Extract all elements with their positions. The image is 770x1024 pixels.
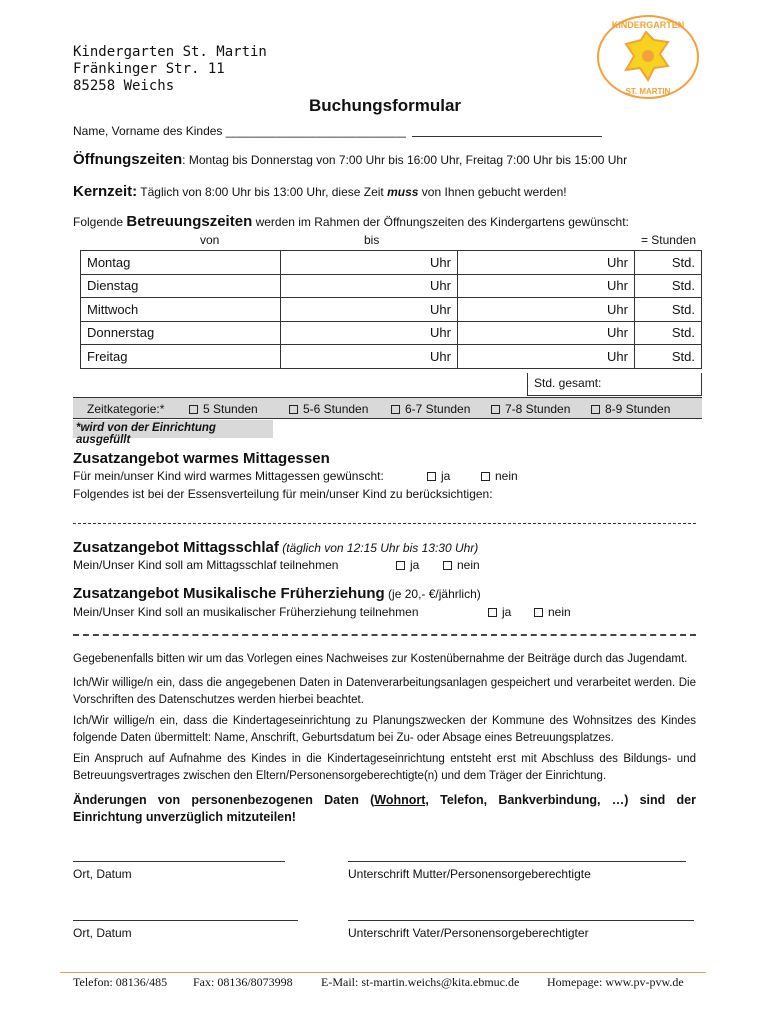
option-label: 8-9 Stunden — [605, 402, 671, 416]
no-label: nein — [495, 469, 518, 483]
col-from: von — [200, 233, 220, 247]
day-label: Dienstag — [81, 274, 281, 298]
checkbox-icon — [491, 405, 500, 414]
music-heading-line — [73, 585, 481, 603]
hours-cell[interactable]: Std. — [635, 345, 702, 369]
music-question: Mein/Unser Kind soll an musikalischer Früherziehung teilnehmen — [73, 605, 419, 619]
category-option-7-8[interactable] — [491, 402, 570, 416]
category-label: Zeitkategorie:* — [87, 402, 165, 416]
yes-label: ja — [410, 558, 420, 572]
org-name: Kindergarten St. Martin — [73, 44, 267, 60]
lunch-no-option[interactable] — [481, 469, 518, 483]
table-row — [81, 321, 702, 345]
from-time-cell[interactable]: Uhr — [281, 298, 458, 322]
to-time-cell[interactable]: Uhr — [458, 345, 635, 369]
music-yes-option[interactable] — [488, 605, 511, 619]
care-intro-prefix: Folgende — [73, 215, 127, 229]
nap-heading-line — [73, 539, 478, 557]
section-divider — [73, 634, 696, 636]
nap-yes-option[interactable] — [396, 558, 419, 572]
day-label: Mittwoch — [81, 298, 281, 322]
category-option-6-7[interactable] — [391, 402, 470, 416]
lunch-question: Für mein/unser Kind wird warmes Mittagessen gewünscht: — [73, 469, 384, 483]
footer-phone: Telefon: 08136/485 — [73, 975, 168, 989]
paragraph-datenschutz: Ich/Wir willige/n ein, dass die angegebenen Daten in Datenverarbeitungsanlagen gespeichert und verarbeitet werden. Die Vorschriften des Datenschutzes werden hierbei beachtet. — [73, 677, 696, 706]
father-signature-label: Unterschrift Vater/Personensorgeberechtigter — [348, 926, 589, 940]
paragraph-anspruch: Ein Anspruch auf Aufnahme des Kindes in die Kindertageseinrichtung entsteht erst mit Abschluss des Bildungs- und Betreuungsvertrages zwischen den Eltern/Personensorgeberechtigte(n) und dem Träger der Einrichtung. — [73, 753, 696, 782]
mother-signature-line[interactable] — [348, 861, 686, 862]
from-time-cell[interactable]: Uhr — [281, 321, 458, 345]
checkbox-icon — [396, 561, 405, 570]
to-time-cell[interactable]: Uhr — [458, 298, 635, 322]
checkbox-icon — [427, 472, 436, 481]
paragraph-kommune: Ich/Wir willige/n ein, dass die Kindertageseinrichtung zu Planungszwecken der Kommune des Wohnsitzes des Kindes folgende Daten übermittelt: Name, Anschrift, Geburtsdatum bei Zu- oder Absage eines Betreuungsplatzes. — [73, 715, 696, 744]
mother-signature-label: Unterschrift Mutter/Personensorgeberechtigte — [348, 867, 591, 881]
care-intro — [73, 213, 629, 230]
total-hours-label: Std. gesamt: — [534, 376, 602, 390]
category-row — [73, 397, 702, 419]
category-option-5-6[interactable] — [289, 402, 368, 416]
option-label: 7-8 Stunden — [505, 402, 571, 416]
music-sub: (je 20,- €/jährlich) — [384, 587, 481, 601]
hours-cell[interactable]: Std. — [635, 298, 702, 322]
nap-no-option[interactable] — [443, 558, 480, 572]
col-hours: = Stunden — [640, 233, 696, 247]
place-date-label-2: Ort, Datum — [73, 926, 132, 940]
core-text-a: Täglich von 8:00 Uhr bis 13:00 Uhr, diese Zeit — [137, 185, 388, 199]
opening-text: : Montag bis Donnerstag von 7:00 Uhr bis 16:00 Uhr, Freitag 7:00 Uhr bis 15:00 Uhr — [182, 153, 628, 167]
page-title: Buchungsformular — [308, 96, 462, 115]
checkbox-icon — [391, 405, 400, 414]
hours-cell[interactable]: Std. — [635, 274, 702, 298]
org-city: 85258 Weichs — [73, 78, 175, 94]
lunch-heading: Zusatzangebot warmes Mittagessen — [73, 450, 330, 467]
from-time-cell[interactable]: Uhr — [281, 274, 458, 298]
footer-divider — [60, 972, 706, 973]
care-intro-label: Betreuungszeiten — [126, 213, 253, 230]
core-text-b: von Ihnen gebucht werden! — [418, 185, 567, 199]
place-date-line-1[interactable] — [73, 861, 285, 862]
no-label: nein — [548, 605, 571, 619]
footer-fax: Fax: 08136/8073998 — [193, 975, 293, 989]
total-hours-box[interactable] — [527, 373, 702, 396]
table-row — [81, 251, 702, 275]
changes-b: Telefon, Bankverbindung, …) sind der Einrichtung unverzüglich mitzuteilen! — [73, 793, 696, 824]
yes-label: ja — [441, 469, 451, 483]
checkbox-icon — [591, 405, 600, 414]
music-no-option[interactable] — [534, 605, 571, 619]
kindergarten-logo — [596, 14, 700, 100]
father-signature-line[interactable] — [348, 920, 694, 921]
col-to: bis — [364, 233, 380, 247]
option-label: 5 Stunden — [203, 402, 258, 416]
lunch-yes-option[interactable] — [427, 469, 450, 483]
child-name-label: Name, Vorname des Kindes ___________________________ — [73, 124, 406, 138]
table-row — [81, 274, 702, 298]
org-street: Fränkinger Str. 11 — [73, 61, 225, 77]
logo-text-top: KINDERGARTEN — [611, 20, 685, 30]
nap-question: Mein/Unser Kind soll am Mittagsschlaf teilnehmen — [73, 558, 339, 572]
core-time — [73, 183, 567, 200]
checkbox-icon — [443, 561, 452, 570]
changes-underlined: Wohnort, — [374, 793, 429, 807]
footer-email[interactable]: E-Mail: st-martin.weichs@kita.ebmuc.de — [321, 975, 520, 989]
category-option-5[interactable] — [189, 402, 258, 416]
nap-sub: (täglich von 12:15 Uhr bis 13:30 Uhr) — [278, 541, 479, 555]
place-date-line-2[interactable] — [73, 920, 298, 921]
music-heading: Zusatzangebot Musikalische Früherziehung — [73, 585, 385, 602]
care-intro-suffix: werden im Rahmen der Öffnungszeiten des Kindergartens gewünscht: — [252, 215, 629, 229]
day-label: Donnerstag — [81, 321, 281, 345]
to-time-cell[interactable]: Uhr — [458, 274, 635, 298]
opening-hours — [73, 151, 627, 168]
hours-cell[interactable]: Std. — [635, 321, 702, 345]
hours-cell[interactable]: Std. — [635, 251, 702, 275]
from-time-cell[interactable]: Uhr — [281, 345, 458, 369]
checkbox-icon — [488, 608, 497, 617]
option-label: 5-6 Stunden — [303, 402, 369, 416]
care-time-table — [80, 250, 702, 369]
core-emph: muss — [387, 185, 419, 199]
lunch-note: Folgendes ist bei der Essensverteilung für mein/unser Kind zu berücksichtigen: — [73, 487, 493, 501]
to-time-cell[interactable]: Uhr — [458, 321, 635, 345]
logo-text-bottom: ST. MARTIN — [625, 87, 671, 96]
place-date-label-1: Ort, Datum — [73, 867, 132, 881]
table-row — [81, 345, 702, 369]
option-label: 6-7 Stunden — [405, 402, 471, 416]
checkbox-icon — [481, 472, 490, 481]
changes-notice — [73, 792, 696, 826]
core-label: Kernzeit: — [73, 183, 138, 200]
opening-label: Öffnungszeiten — [73, 151, 183, 168]
yes-label: ja — [502, 605, 512, 619]
child-name-input-line[interactable] — [412, 136, 602, 137]
nap-heading: Zusatzangebot Mittagsschlaf — [73, 539, 279, 556]
changes-a: Änderungen von personenbezogenen Daten ( — [73, 793, 375, 807]
to-time-cell[interactable]: Uhr — [458, 251, 635, 275]
category-option-8-9[interactable] — [591, 402, 670, 416]
footer-homepage[interactable]: Homepage: www.pv-pvw.de — [547, 975, 684, 989]
category-note: *wird von der Einrichtung ausgefüllt — [73, 420, 273, 438]
no-label: nein — [457, 558, 480, 572]
checkbox-icon — [189, 405, 198, 414]
day-label: Montag — [81, 251, 281, 275]
day-label: Freitag — [81, 345, 281, 369]
checkbox-icon — [289, 405, 298, 414]
paragraph-jugendamt: Gegebenenfalls bitten wir um das Vorlegen eines Nachweises zur Kostenübernahme der Beiträge durch das Jugendamt. — [73, 653, 688, 665]
checkbox-icon — [534, 608, 543, 617]
lunch-notes-line[interactable] — [73, 523, 696, 524]
from-time-cell[interactable]: Uhr — [281, 251, 458, 275]
table-row — [81, 298, 702, 322]
